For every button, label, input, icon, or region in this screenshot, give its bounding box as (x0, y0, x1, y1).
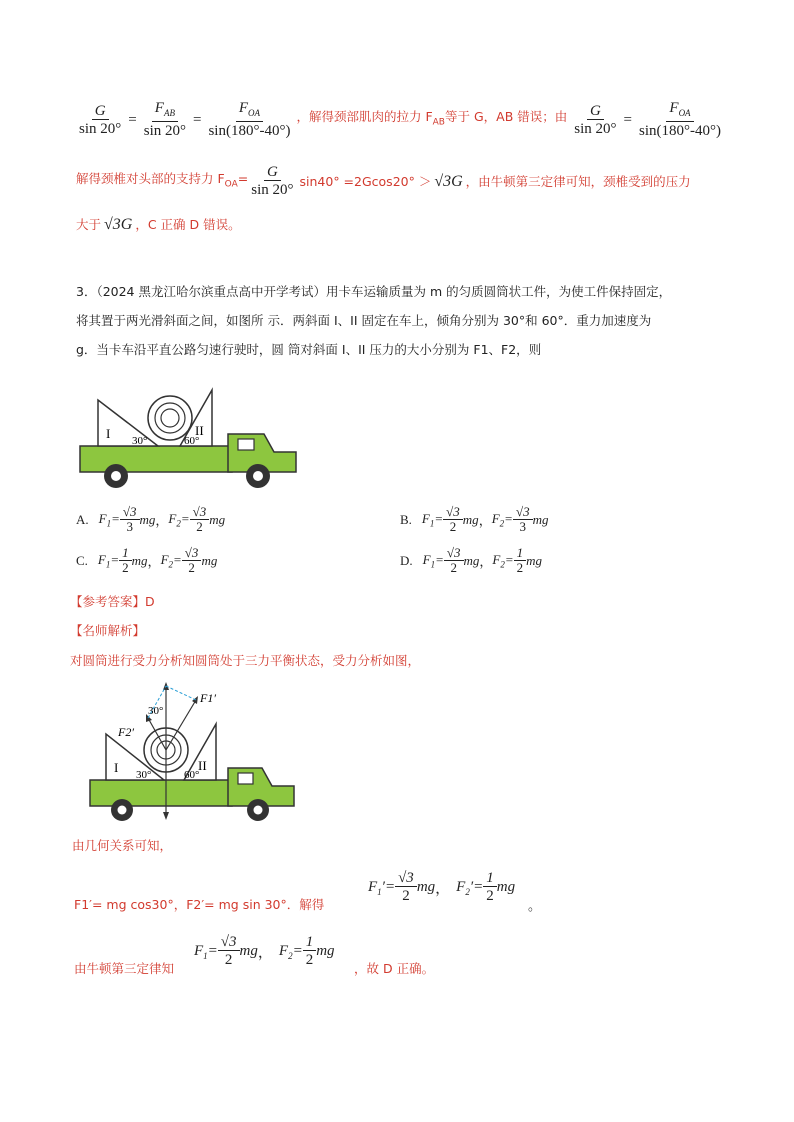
label-angle-30-top: 30° (148, 705, 164, 717)
label-slope-I: I (114, 760, 119, 775)
newton-line: 由牛顿第三定律知 (74, 961, 175, 976)
fraction: $\frac{G}{\sin 20^\circ}$ (251, 164, 294, 198)
question-3-line2: 将其置于两光滑斜面之间，如图所 示．两斜面 I、II 固定在车上，倾角分别为 30°和 60°．重力加速度为 (76, 313, 652, 328)
label-angle-30: 30° (136, 769, 152, 781)
newton-result: $F_1=$ $\frac{√3}{2}$ mg ， $F_2=$ $\frac{1}{2}$ mg (194, 934, 335, 968)
eq-row-1: $\frac{G}{\sin 20^\circ}$ = $\frac{F_{AB}}{\sin 20^\circ}$ = $\frac{F_{OA}}{\sin(180^\circ-40^\circ)}$ ，解得颈部肌肉的拉力 $F_{AB}$等于 G，AB 错误；由 $\frac{G}{\sin 20^\circ}$ = $\frac{F_{OA}}{\sin(180^\circ-40^\circ)}$ (76, 100, 724, 140)
option-c[interactable]: C. $F_1=$ $\frac{1}{2}$ mg ， $F_2=$ $\frac{√3}{2}$ mg (76, 545, 218, 575)
label-slope-II: II (198, 758, 207, 773)
fraction: $\frac{F_{OA}}{\sin(180^\circ-40^\circ)}$ (638, 100, 721, 139)
force-end: 。 (528, 899, 542, 914)
geometry-line: 由几何关系可知， (72, 838, 173, 853)
label-slope-II: II (195, 423, 204, 438)
force-result: $F_1'=$ $\frac{√3}{2}$ mg ， $F_2'=$ $\frac{1}{2}$ mg (368, 870, 516, 904)
answer-title: 【参考答案】D (70, 594, 155, 609)
question-3-line3: g．当卡车沿平直公路匀速行驶时，圆 筒对斜面 I、II 压力的大小分别为 F1、F2，则 (76, 342, 542, 357)
label-angle-60: 60° (184, 435, 200, 447)
label-angle-60: 60° (184, 769, 200, 781)
p2-line2: 解得颈椎对头部的支持力 $F_{OA}=$ $\frac{G}{\sin 20^\circ}$ sin40° =2Gcos20° ＞ √3G ，由牛顿第三定律可知，颈椎受到的压力 (76, 164, 691, 198)
option-b[interactable]: B. $F_1=$ $\frac{√3}{2}$ mg ， $F_2=$ $\frac{√3}{3}$ mg (400, 504, 549, 534)
question-3-line1: 3．（2024 黑龙江哈尔滨重点高中开学考试）用卡车运输质量为 m 的匀质圆筒状工件，为使工件保持固定， (76, 284, 672, 299)
p2-line3: 大于 √3G ，C 正确 D 错误。 (76, 216, 241, 233)
fraction: $\frac{F_{AB}}{\sin 20^\circ}$ (143, 100, 186, 139)
analysis-line1: 对圆筒进行受力分析知圆筒处于三力平衡状态，受力分析如图， (70, 653, 421, 668)
force-line: F1′= mg cos30°，F2′= mg sin 30°．解得 (74, 897, 325, 912)
fraction: $\frac{F_{OA}}{\sin(180^\circ-40^\circ)}$ (208, 100, 291, 139)
truck-figure (78, 380, 302, 492)
fraction: $\frac{G}{\sin 20^\circ}$ (574, 102, 617, 137)
label-f1-prime: F1′ (200, 691, 216, 705)
force-diagram (88, 676, 298, 826)
option-d[interactable]: D. $F_1=$ $\frac{√3}{2}$ mg ， $F_2=$ $\frac{1}{2}$ mg (400, 545, 543, 575)
newton-end: ，故 D 正确。 (354, 961, 435, 976)
analysis-title: 【名师解析】 (70, 623, 146, 638)
label-slope-I: I (106, 426, 111, 441)
label-f2-prime: F2′ (118, 725, 134, 739)
fraction: $\frac{G}{\sin 20^\circ}$ (79, 102, 122, 137)
label-angle-30: 30° (132, 435, 148, 447)
option-a[interactable]: A. $F_1=$ $\frac{√3}{3}$ mg ， $F_2=$ $\frac{√3}{2}$ mg (76, 504, 226, 534)
